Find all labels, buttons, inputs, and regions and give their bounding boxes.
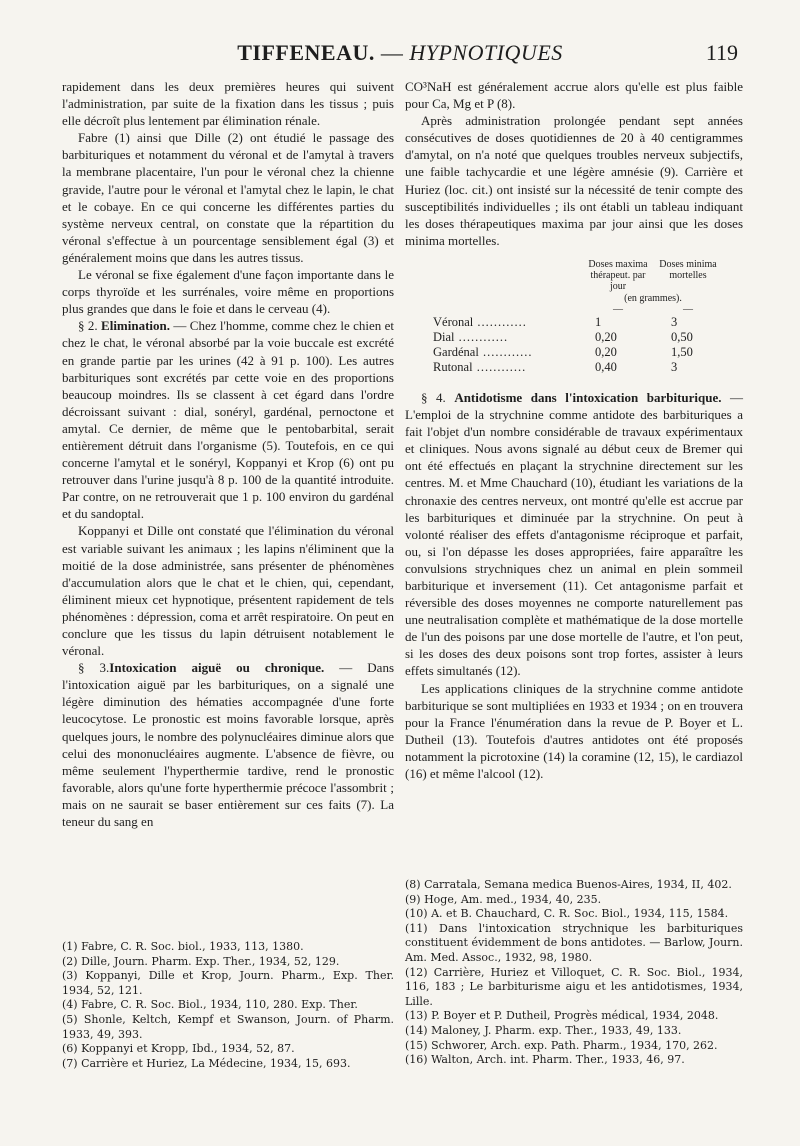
lethal-dose: 0,50 <box>671 329 693 344</box>
footnote: (9) Hoge, Am. med., 1934, 40, 235. <box>405 892 602 906</box>
footnote: (13) P. Boyer et P. Dutheil, Progrès médical, 1934, 2048. <box>405 1009 719 1023</box>
column-header-therapeutic: Doses maxima thérapeut. par jour <box>588 258 648 292</box>
lethal-dose: 3 <box>671 314 678 329</box>
paragraph: rapidement dans les deux premières heures qui suivent l'administration, par suite de la fixation dans les tissus ; puis elle décroît plus lentement par élimination rénale. <box>62 79 394 129</box>
running-header <box>0 40 800 70</box>
footnote: (10) A. et B. Chauchard, C. R. Soc. Biol., 1934, 115, 1584. <box>405 907 729 921</box>
dose-table-header <box>433 259 723 315</box>
drug-name: Rutonal ..... <box>433 360 583 375</box>
footnote: (8) Carratala, Semana medica Buenos-Aires, 1934, II, 402. <box>405 878 732 891</box>
drug-name: Dial ..... <box>433 330 583 345</box>
therapeutic-dose: 0,20 <box>595 329 617 344</box>
drug-name: Gardénal ..... <box>433 345 583 360</box>
table-row <box>433 330 723 345</box>
dose-unit: (en grammes). <box>624 292 682 304</box>
therapeutic-dose: 0,20 <box>595 344 617 359</box>
table-row <box>433 345 723 360</box>
lethal-dose: 1,50 <box>671 344 693 359</box>
footnote: (4) Fabre, C. R. Soc. Biol., 1934, 110, 280. Exp. Ther. <box>62 998 358 1012</box>
footnote: (12) Carrière, Huriez et Villoquet, C. R. Soc. Biol., 1934, 116, 183 ; Le barbiturisme aigu et les antidotismes, 1934, Lille. <box>405 965 743 1008</box>
page-number: 119 <box>705 40 738 65</box>
section-number: § 4. <box>421 389 446 405</box>
section-text: — L'emploi de la strychnine comme antidote des barbituriques a fait l'objet d'un nombre considérable de travaux expérimentaux et cliniques. Nous avons signalé au début ceux de Bremer qui ont été effectués en plaçant la strychnine directement sur les centres. M. et Mme Chauchard (10), étudiant les variations de la chronaxie des centres nerveux, ont montré qu'elle est accrue par les barbituriques et diminuée par la strychnine. On peut à volonté réaliser des effets d'antagonisme réciproque et parfait, ou, si l'on dépasse les doses appropriées, faire apparaître les convulsions strychniques chez un animal en plein sommeil barbiturique et inversement (11). Cet antagonisme parfait et réversible des doses moyennes ne comporte naturellement pas une neutralisation complète et mathématique de la dose mortelle de l'un des poisons par une dose mortelle de l'autre, et l'on peut, si les doses des deux poisons sont trop fortes, assister à leurs effets simultanés (12). <box>405 389 744 679</box>
section-2 <box>62 317 394 522</box>
paragraph: Après administration prolongée pendant sept années consécutives de doses quotidiennes de 20 à 40 centigrammes d'amytal, on n'a noté que quelques troubles nerveux subjectifs, une faible tachycardie et une légère amnésie (9). Carrière et Huriez (loc. cit.) ont insisté sur la nécessité de tenir compte des susceptibilités individuelles ; ils ont établi un tableau indiquant les doses thérapeutiques maxima par jour ainsi que les doses minima mortelles. <box>405 113 743 248</box>
footnote: (1) Fabre, C. R. Soc. biol., 1933, 113, 1380. <box>62 940 304 953</box>
section-text: — Chez l'homme, comme chez le chien et chez le chat, le véronal absorbé par la voie buccale est excrété en grande partie par les urines (42 à 91 p. 100). Les autres barbituriques sont excrétés par cette voie en des proportions beaucoup moindres. Ils se classent à cet égard dans l'ordre décroissant suivant : dial, sonéryl, gardénal, pernoctone et amytal. Ce dernier, de même que le pentobarbital, serait entièrement détruit dans l'organisme (5). Toutefois, en ce qui concerne l'amytal et le sonéryl, Koppanyi et Krop (6) ont pu retrouver dans l'urine jusqu'à 8 p. 100 de la quantité introduite. Par contre, on ne retrouverait que 1 p. 100 environ du gardénal et du sandoptal. <box>62 318 395 522</box>
drug-name: Véronal ..... <box>433 315 583 330</box>
left-column <box>62 78 394 830</box>
table-row <box>433 315 723 330</box>
table-row <box>433 360 723 375</box>
therapeutic-dose: 0,40 <box>595 359 617 374</box>
footnote: (11) Dans l'intoxication strychnique les barbituriques constituent évidemment de bons antidotes. — Barlow, Journ. Am. Med. Assoc., 1932, 98, 1980. <box>405 921 743 964</box>
section-title: Antidotisme dans l'intoxication barbiturique. <box>454 389 722 405</box>
column-header-lethal: Doses minima mortelles <box>659 258 717 281</box>
footnote: (5) Shonle, Keltch, Kempf et Swanson, Journ. of Pharm. 1933, 49, 393. <box>62 1012 394 1041</box>
footnote: (3) Koppanyi, Dille et Krop, Journ. Pharm., Exp. Ther. 1934, 52, 121. <box>62 969 394 997</box>
section-title: Elimination. <box>101 318 171 334</box>
header-author: TIFFENEAU. <box>237 40 375 65</box>
running-title <box>0 40 800 66</box>
footnote: (16) Walton, Arch. int. Pharm. Ther., 1933, 46, 97. <box>405 1053 685 1067</box>
therapeutic-dose: 1 <box>595 314 602 329</box>
section-4 <box>405 389 743 680</box>
paragraph: Le véronal se fixe également d'une façon importante dans le corps thyroïde et les surrénales, voire même en proportions plus grandes que dans le foie et dans le cerveau (4). <box>62 267 394 317</box>
section-text: — Dans l'intoxication aiguë par les barbituriques, on a signalé une légère diminution des hématies accompagnée d'une forte leucocytose. Le pronostic est moins favorable lorsque, après quelques jours, le nombre des polynucléaires diminue alors que celui des mononucléaires augmente. L'absence de fièvre, ou même seulement l'hyperthermie tardive, rend le pronostic favorable, alors qu'une forte hyperthermie précoce l'assombrit ; mais on ne saurait se baser entièrement sur ces faits (7). La teneur du sang en <box>62 660 395 830</box>
footnotes-left <box>62 940 394 1071</box>
section-number: § 2. <box>78 318 98 334</box>
column-dash: — <box>683 303 693 315</box>
footnotes-right <box>405 878 743 1068</box>
section-title: Intoxication aiguë ou chronique. <box>109 660 325 676</box>
footnote: (7) Carrière et Huriez, La Médecine, 1934, 15, 693. <box>62 1056 351 1070</box>
section-3 <box>62 659 394 830</box>
paragraph: Koppanyi et Dille ont constaté que l'élimination du véronal est variable suivant les animaux ; les lapins n'éliminent que la moitié de la dose administrée, sans présenter de phénomènes d'accumulation alors que le chat et le chien, qui, cependant, éliminent mieux cet hypnotique, présentent rapidement de tels phénomènes : dépression, coma et arrêt respiratoire. On peut en conclure que les tissus du lapin détruisent notablement le véronal. <box>62 523 394 659</box>
dose-table <box>433 259 723 375</box>
section-number: § 3. <box>78 660 110 676</box>
column-dash: — <box>613 303 623 315</box>
paragraph: CO³NaH est généralement accrue alors qu'elle est plus faible pour Ca, Mg et P (8). <box>405 79 743 112</box>
footnote: (15) Schworer, Arch. exp. Path. Pharm., 1934, 170, 262. <box>405 1038 718 1052</box>
right-column <box>405 78 743 782</box>
footnote: (2) Dille, Journ. Pharm. Exp. Ther., 1934, 52, 129. <box>62 954 340 968</box>
paragraph: Les applications cliniques de la strychnine comme antidote barbiturique se sont multipliées en 1933 et 1934 ; on en trouvera pour la France l'énumération dans la revue de P. Boyer et L. Dutheil (13). Toutefois d'autres antidotes ont été proposés notamment la picrotoxine (14) la coramine (12, 15), le cardiazol (16) et même l'alcool (12). <box>405 680 743 781</box>
header-separator: — <box>380 40 404 65</box>
footnote: (6) Koppanyi et Kropp, Ibd., 1934, 52, 87. <box>62 1042 295 1056</box>
lethal-dose: 3 <box>671 359 678 374</box>
paragraph: Fabre (1) ainsi que Dille (2) ont étudié le passage des barbituriques et notamment du véronal et de l'amytal à travers la membrane placentaire, l'un pour le véronal chez la chienne gravide, l'autre pour le véronal et l'amytal chez le lapin, le chat et le cobaye. En ce qui concerne les différentes parties du système nerveux central, on constate que la répartition du véronal s'effectue à un pourcentage sensiblement égal (3) et généralement moins que dans les autres tissus. <box>62 130 394 265</box>
header-topic: HYPNOTIQUES <box>409 40 563 65</box>
footnote: (14) Maloney, J. Pharm. exp. Ther., 1933, 49, 133. <box>405 1023 682 1037</box>
